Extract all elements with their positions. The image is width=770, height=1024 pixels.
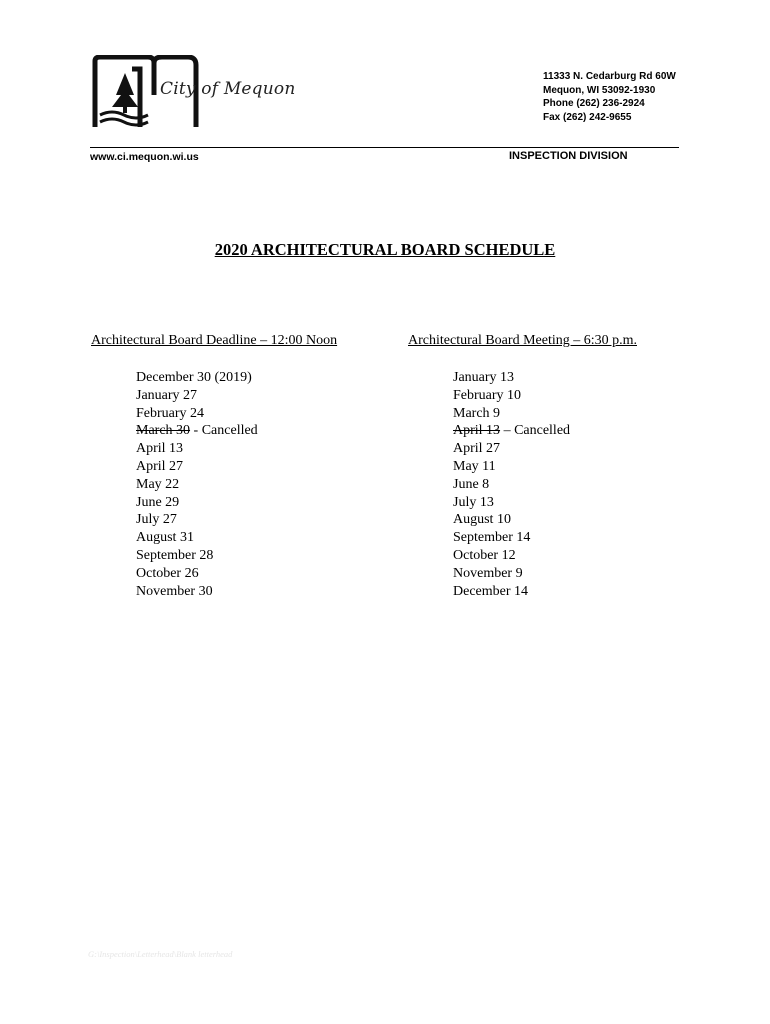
cancelled-date: April 13 bbox=[453, 423, 501, 439]
fax-line: Fax (262) 242-9655 bbox=[543, 111, 632, 123]
list-item: April 27 bbox=[136, 458, 184, 474]
list-item: October 12 bbox=[453, 547, 516, 563]
deadline-list bbox=[136, 369, 258, 600]
list-item: September 14 bbox=[453, 530, 531, 546]
list-item: March 9 bbox=[453, 405, 501, 421]
list-item: November 30 bbox=[136, 583, 213, 599]
list-item: May 22 bbox=[136, 476, 180, 492]
list-item: May 11 bbox=[453, 458, 496, 474]
list-item bbox=[136, 422, 258, 440]
address-line: 11333 N. Cedarburg Rd 60W bbox=[543, 71, 676, 82]
list-item: November 9 bbox=[453, 565, 523, 581]
list-item: July 13 bbox=[453, 494, 494, 510]
cancelled-note: – Cancelled bbox=[500, 423, 571, 439]
list-item: August 10 bbox=[453, 512, 511, 528]
logo-text: City of Mequon bbox=[160, 79, 296, 99]
meeting-heading: Architectural Board Meeting – 6:30 p.m. bbox=[408, 333, 637, 348]
list-item: June 8 bbox=[453, 476, 490, 492]
footer-path: G:\Inspection\Letterhead\Blank letterhead bbox=[88, 949, 233, 959]
header-divider bbox=[90, 147, 679, 148]
list-item: April 27 bbox=[453, 441, 501, 457]
list-item: December 14 bbox=[453, 583, 529, 599]
list-item: January 27 bbox=[136, 387, 198, 403]
meeting-list bbox=[453, 369, 570, 600]
list-item bbox=[453, 422, 570, 440]
list-item: June 29 bbox=[136, 494, 180, 510]
page-title: 2020 ARCHITECTURAL BOARD SCHEDULE bbox=[214, 240, 556, 259]
phone-line: Phone (262) 236-2924 bbox=[543, 98, 645, 109]
division-label: INSPECTION DIVISION bbox=[509, 150, 628, 162]
deadline-heading: Architectural Board Deadline – 12:00 Noon bbox=[91, 333, 338, 348]
website-link[interactable]: www.ci.mequon.wi.us bbox=[90, 151, 199, 163]
list-item: February 24 bbox=[136, 405, 205, 421]
cancelled-date: March 30 bbox=[136, 423, 191, 439]
list-item: September 28 bbox=[136, 547, 214, 563]
list-item: January 13 bbox=[453, 370, 515, 385]
address-line: Mequon, WI 53092-1930 bbox=[543, 84, 656, 96]
list-item: February 10 bbox=[453, 387, 522, 403]
cancelled-note: - Cancelled bbox=[190, 423, 258, 439]
address-block bbox=[543, 70, 676, 124]
list-item: December 30 (2019) bbox=[136, 370, 252, 385]
list-item: April 13 bbox=[136, 441, 184, 457]
list-item: August 31 bbox=[136, 530, 194, 546]
list-item: July 27 bbox=[136, 512, 177, 528]
list-item: October 26 bbox=[136, 565, 199, 581]
